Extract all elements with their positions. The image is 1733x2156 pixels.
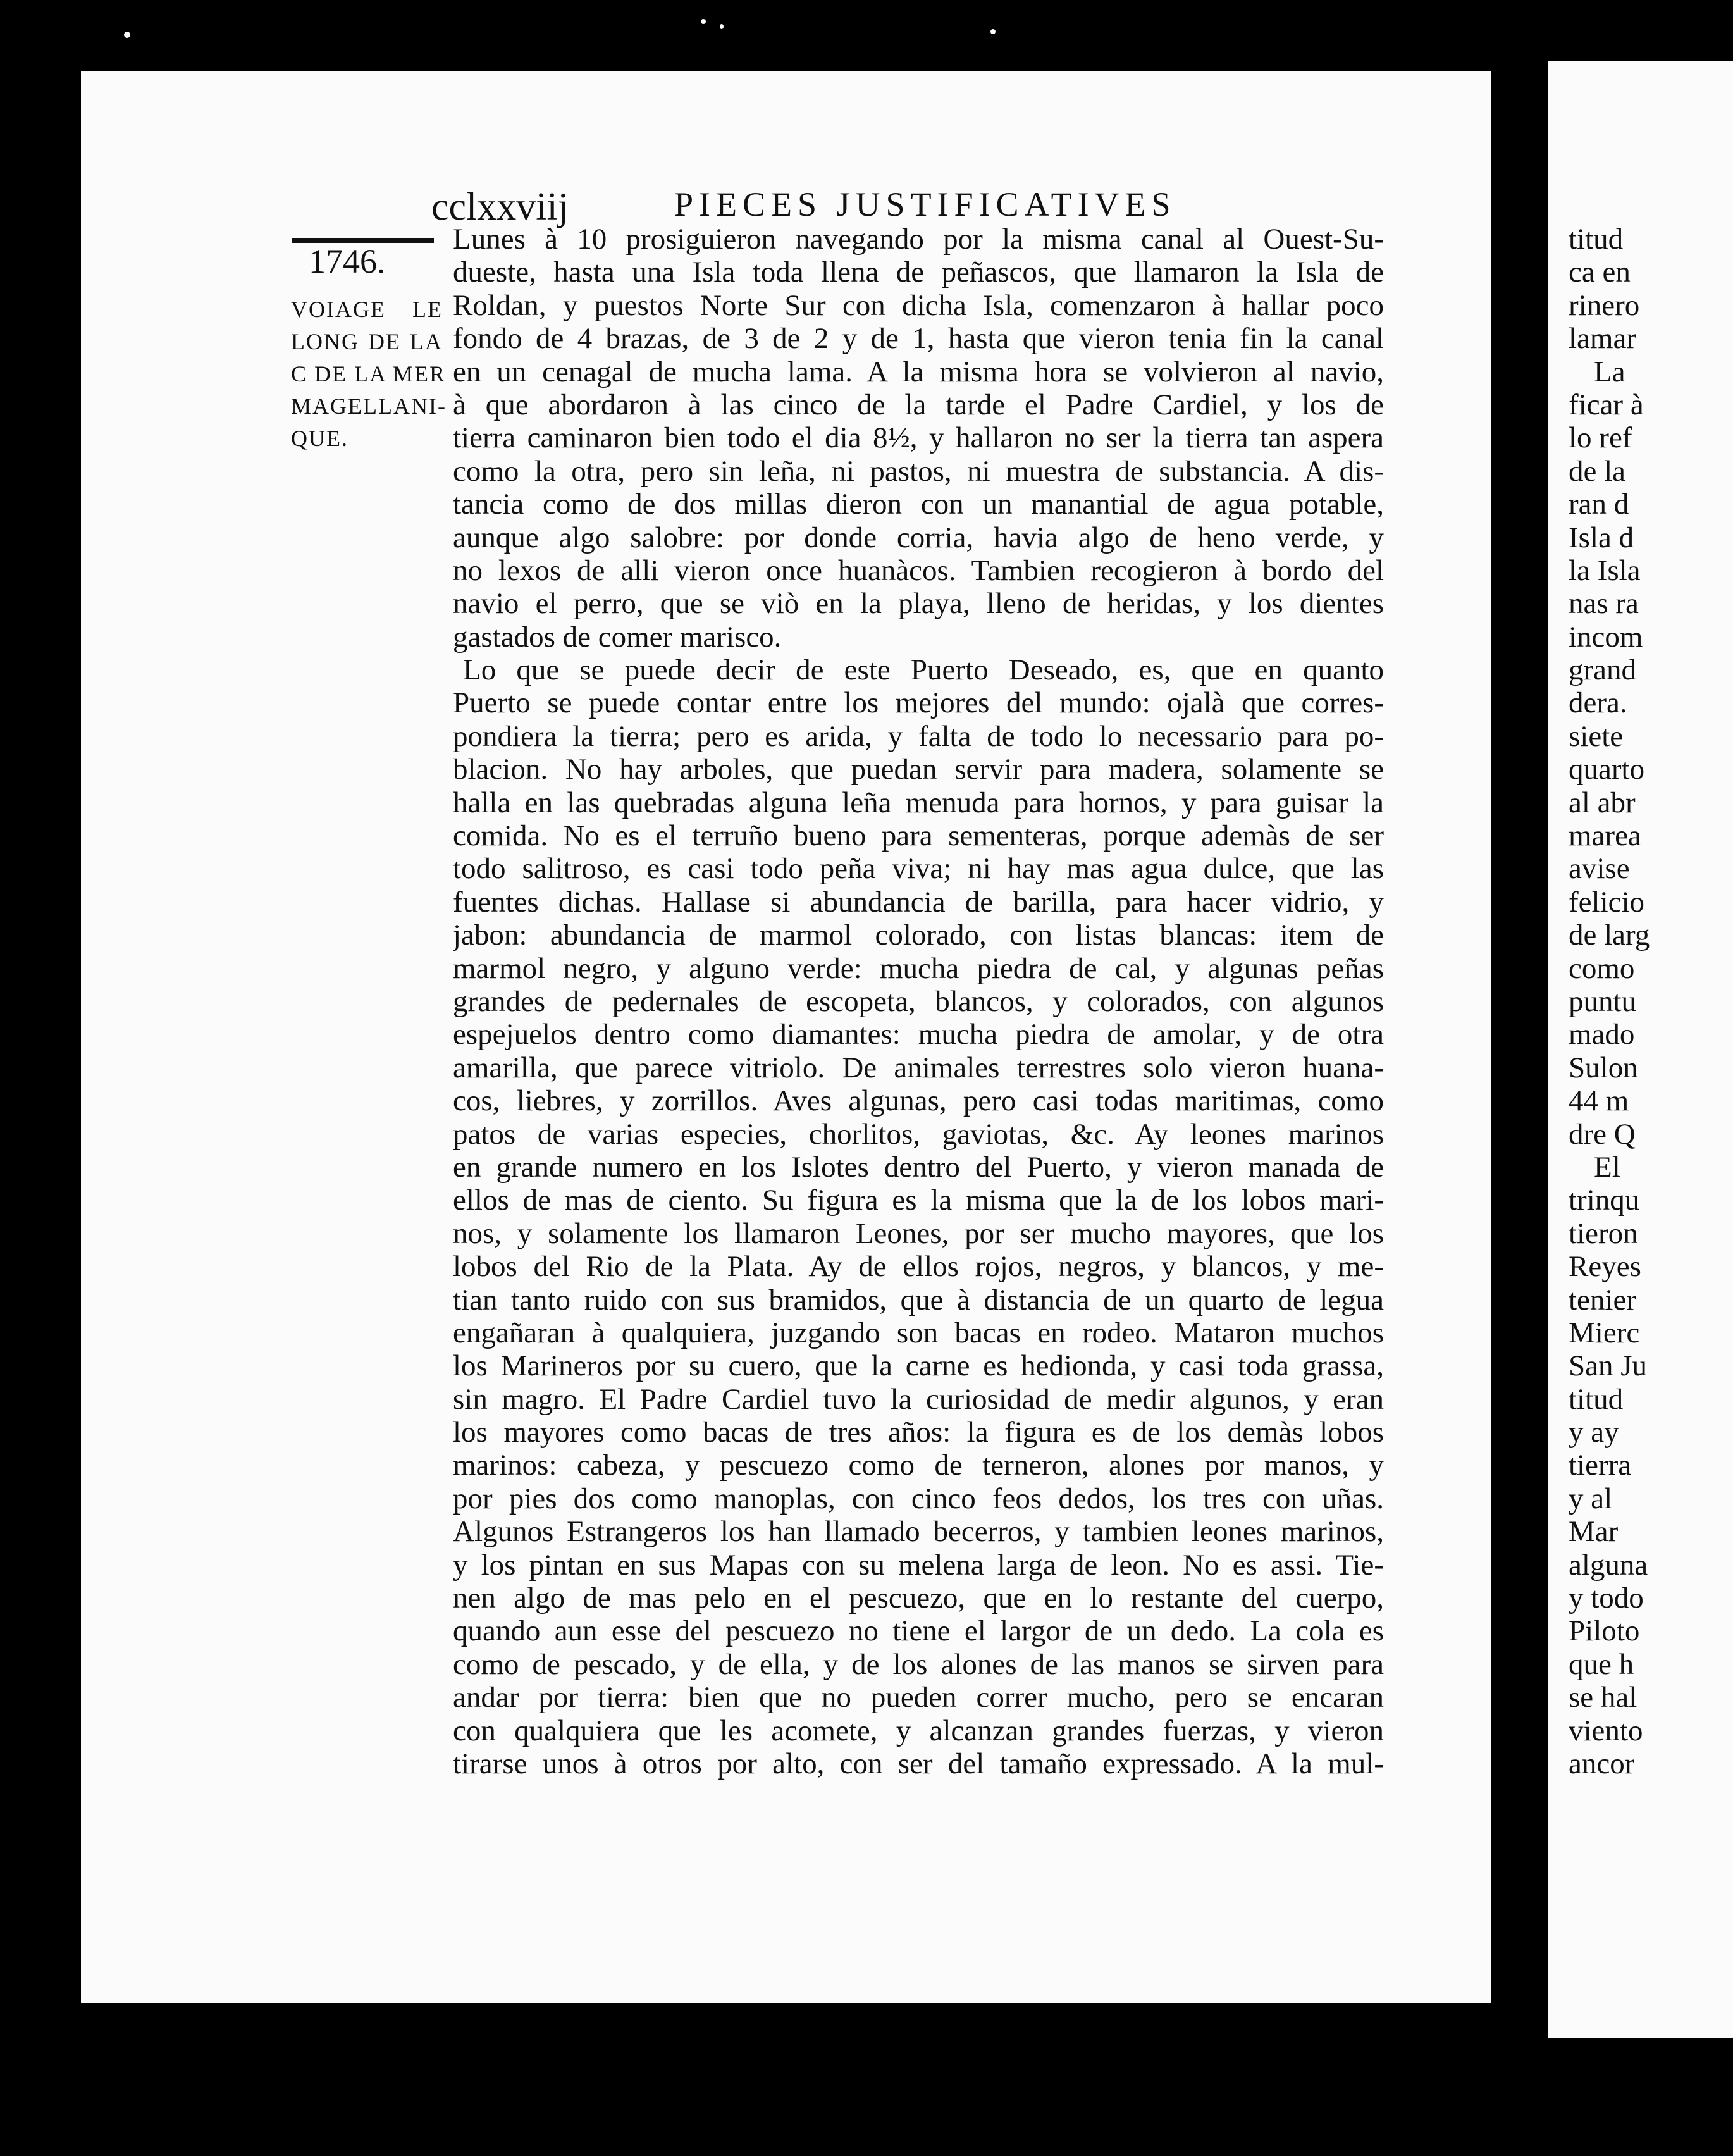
right-line: tierra [1569,1449,1632,1482]
body-line: quando aun esse del pescuezo no tiene el largor de un dedo. La cola es [453,1614,1384,1648]
body-line: los mayores como bacas de tres años: la figura es de los demàs lobos [453,1416,1384,1449]
body-line: en grande numero en los Islotes dentro del Puerto, y vieron manada de [453,1150,1384,1184]
body-line: engañaran à qualquiera, juzgando son bacas en rodeo. Mataron muchos [453,1316,1384,1349]
right-line: San Ju [1569,1349,1648,1383]
scan-speck [124,32,130,38]
right-line: Piloto [1569,1614,1640,1648]
body-line: como la otra, pero sin leña, ni pastos, ni muestra de substancia. A dis- [453,454,1384,488]
right-line: titud [1569,223,1624,256]
right-line: La [1594,355,1625,388]
body-line: en un cenagal de mucha lama. A la misma hora se volvieron al navio, [453,355,1384,388]
right-line: avise [1569,852,1630,886]
right-line: incom [1569,620,1643,654]
right-page-text [1569,223,1733,1780]
right-line: rinero [1569,288,1640,322]
right-line: ran d [1569,488,1629,521]
body-line: dueste, hasta una Isla toda llena de peñascos, que llamaron la Isla de [453,256,1384,289]
right-line: y ay [1569,1416,1619,1449]
body-line: Lo que se puede decir de este Puerto Deseado, es, que en quanto [463,654,1384,687]
body-line: sin magro. El Padre Cardiel tuvo la curiosidad de medir algunos, y eran [453,1382,1384,1416]
right-line: la Isla [1569,554,1641,587]
body-line: ellos de mas de ciento. Su figura es la misma que la de los lobos mari- [453,1184,1384,1217]
body-line: gastados de comer marisco. [453,620,782,654]
body-line: tian tanto ruido con sus bramidos, que à distancia de un quarto de legua [453,1283,1384,1317]
scan-speck [701,19,706,24]
scan-speck [720,24,724,29]
right-line: Isla d [1569,521,1634,554]
right-line: de larg [1569,919,1650,952]
right-line: quarto [1569,753,1645,786]
margin-note [291,294,447,455]
body-line: y los pintan en sus Mapas con su melena larga de leon. No es assi. Tie- [453,1548,1384,1582]
body-line: marmol negro, y alguno verde: mucha piedra de cal, y algunas peñas [453,951,1384,985]
body-line: fuentes dichas. Hallase si abundancia de barilla, para hacer vidrio, y [453,885,1384,919]
right-line: y todo [1569,1582,1644,1615]
right-line: lo ref [1569,421,1632,455]
body-line: grandes de pedernales de escopeta, blancos, y colorados, con algunos [453,984,1384,1018]
right-line: felicio [1569,885,1645,919]
right-line: mado [1569,1018,1635,1051]
right-line: Sulon [1569,1051,1638,1084]
body-line: navio el perro, que se viò en la playa, lleno de heridas, y los dientes [453,587,1384,621]
right-line: titud [1569,1382,1624,1416]
right-line: dre Q [1569,1117,1636,1151]
margin-note-line: LONG DE LA [291,329,443,354]
body-line: amarilla, que parece vitriolo. De animales terrestres solo vieron huana- [453,1051,1384,1084]
right-line: ancor [1569,1747,1635,1780]
right-line: como [1569,951,1635,985]
body-line: Algunos Estrangeros los han llamado becerros, y tambien leones marinos, [453,1515,1384,1549]
page-number: cclxxviij [431,185,569,228]
right-line: lamar [1569,322,1636,356]
right-line: tenier [1569,1283,1636,1317]
right-line: grand [1569,654,1637,687]
body-line: Puerto se puede contar entre los mejores del mundo: ojalà que corres- [453,686,1384,720]
body-line: espejuelos dentro como diamantes: mucha piedra de amolar, y de otra [453,1018,1384,1051]
right-line: viento [1569,1714,1643,1747]
body-text [453,223,1384,1780]
body-line: tancia como de dos millas dieron con un manantial de agua potable, [453,488,1384,521]
right-line: de la [1569,454,1626,488]
right-line: marea [1569,819,1641,853]
right-line: que h [1569,1647,1634,1681]
body-line: comida. No es el terruño bueno para sementeras, porque ademàs de ser [453,819,1384,853]
right-line: puntu [1569,984,1637,1018]
right-line: Mar [1569,1515,1619,1549]
right-line: Mierc [1569,1316,1640,1349]
right-line: Reyes [1569,1250,1641,1284]
right-line: tieron [1569,1217,1638,1250]
body-line: tierra caminaron bien todo el dia 8½, y hallaron no ser la tierra tan aspera [453,421,1384,455]
body-line: como de pescado, y de ella, y de los alones de las manos se sirven para [453,1647,1384,1681]
right-line: siete [1569,719,1624,753]
body-line: à que abordaron à las cinco de la tarde el Padre Cardiel, y los de [453,388,1384,421]
right-line: se hal [1569,1681,1637,1714]
body-line: tirarse unos à otros por alto, con ser del tamaño expressado. A la mul- [453,1747,1384,1780]
body-line: fondo de 4 brazas, de 3 de 2 y de 1, hasta que vieron tenia fin la canal [453,322,1384,356]
body-line: nos, y solamente los llamaron Leones, por ser mucho mayores, que los [453,1217,1384,1250]
body-line: aunque algo salobre: por donde corria, havia algo de heno verde, y [453,521,1384,554]
body-line: halla en las quebradas alguna leña menuda para hornos, y para guisar la [453,786,1384,819]
margin-note-line: MAGELLANI- [291,393,447,419]
right-line: ca en [1569,256,1631,289]
body-line: cos, liebres, y zorrillos. Aves algunas, pero casi todas maritimas, como [453,1084,1384,1118]
right-line: y al [1569,1482,1613,1515]
body-line: los Marineros por su cuero, que la carne es hedionda, y casi toda grassa, [453,1349,1384,1383]
body-line: nen algo de mas pelo en el pescuezo, que en lo restante del cuerpo, [453,1582,1384,1615]
body-line: con qualquiera que les acomete, y alcanzan grandes fuerzas, y vieron [453,1714,1384,1747]
right-line: al abr [1569,786,1636,819]
body-line: no lexos de alli vieron once huanàcos. Tambien recogieron à bordo del [453,554,1384,587]
body-line: blacion. No hay arboles, que puedan servir para madera, solamente se [453,753,1384,786]
margin-year: 1746. [309,242,386,280]
right-line: trinqu [1569,1184,1640,1217]
scan-speck [990,29,996,34]
body-line: patos de varias especies, chorlitos, gaviotas, &c. Ay leones marinos [453,1117,1384,1151]
margin-note-line: C DE LA MER [291,361,447,387]
right-line: alguna [1569,1548,1648,1582]
right-line: El [1594,1150,1620,1184]
body-line: andar por tierra: bien que no pueden correr mucho, pero se encaran [453,1681,1384,1714]
body-line: marinos: cabeza, y pescuezo como de terneron, alones por manos, y [453,1449,1384,1482]
body-line: todo salitroso, es casi todo peña viva; ni hay mas agua dulce, que las [453,852,1384,886]
right-line: 44 m [1569,1084,1629,1118]
margin-note-line: VOIAGE LE [291,297,443,322]
margin-note-line: QUE. [291,426,348,451]
body-line: lobos del Rio de la Plata. Ay de ellos rojos, negros, y blancos, y me- [453,1250,1384,1284]
body-line: Roldan, y puestos Norte Sur con dicha Isla, comenzaron à hallar poco [453,288,1384,322]
right-line: nas ra [1569,587,1639,621]
body-line: por pies dos como manoplas, con cinco feos dedos, los tres con uñas. [453,1482,1384,1515]
body-line: jabon: abundancia de marmol colorado, con listas blancas: item de [453,919,1384,952]
body-line: Lunes à 10 prosiguieron navegando por la misma canal al Ouest-Su- [453,223,1384,256]
right-line: ficar à [1569,388,1644,421]
body-line: pondiera la tierra; pero es arida, y falta de todo lo necessario para po- [453,719,1384,753]
running-title: PIECES JUSTIFICATIVES [674,185,1176,223]
right-line: dera. [1569,686,1627,720]
